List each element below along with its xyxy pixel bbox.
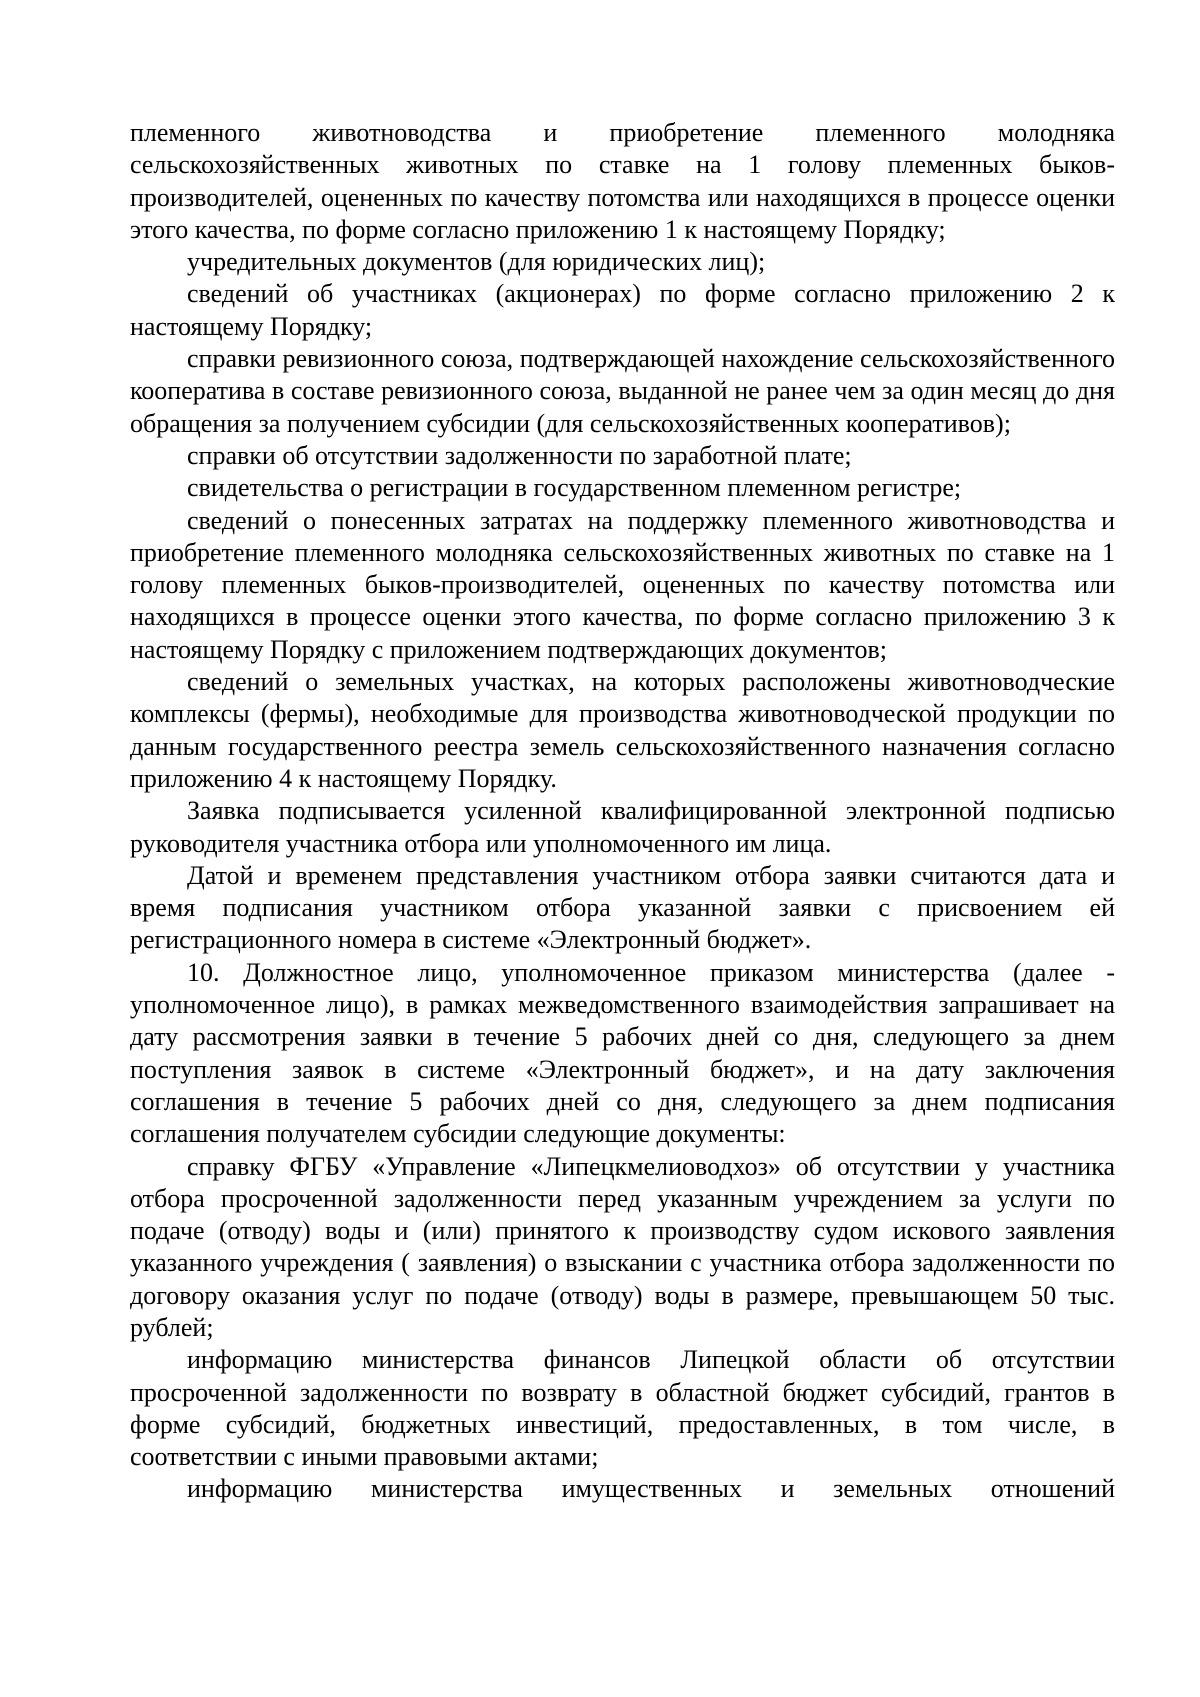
paragraph-finance-ministry-info: информацию министерства финансов Липецкой области об отсутствии просроченной задолженности по возврату в областной бюджет субсидий, грантов в форме субсидий, бюджетных инвестиций, предоставленных, в том числе, в соответствии с иными правовыми актами; (130, 1345, 1115, 1472)
paragraph-application-signature: Заявка подписывается усиленной квалифицированной электронной подписью руководителя участника отбора или уполномоченного им лица. (130, 796, 1115, 858)
paragraph-property-ministry-info: информацию министерства имущественных и земельных отношений (187, 1474, 1115, 1504)
paragraph-breeding-register: свидетельства о регистрации в государственном племенном регистре; (187, 473, 962, 503)
paragraph-continuation: племенного животноводства и приобретение племенного молодняка сельскохозяйственных животных по ставке на 1 голову племенных быков-производителей, оцененных по качеству потомства или находящихся в процессе оценки этого качества, по форме согласно приложению 1 к настоящему Порядку; (130, 118, 1115, 244)
document-page (130, 117, 1115, 1506)
paragraph-no-wage-debt: справки об отсутствии задолженности по заработной плате; (187, 440, 852, 470)
paragraph-fgbu-certificate: справку ФГБУ «Управление «Липецкмелиоводхоз» об отсутствии у участника отбора просроченной задолженности перед указанным учреждением за услуги по подаче (отводу) воды и (или) принятого к производству судом искового заявления указанного учреждения ( заявления) о взыскании с участника отбора задолженности по договору оказания услуг по подаче (отводу) воды в размере, превышающем 50 тыс. рублей; (130, 1151, 1115, 1342)
paragraph-land-plots: сведений о земельных участках, на которых расположены животноводческие комплексы (фермы), необходимые для производства животноводческой продукции по данным государственного реестра земель сельскохозяйственного назначения согласно приложению 4 к настоящему Порядку. (130, 667, 1115, 793)
paragraph-item-10: 10. Должностное лицо, уполномоченное приказом министерства (далее - уполномоченное лицо), в рамках межведомственного взаимодействия запрашивает на дату рассмотрения заявки в течение 5 рабочих дней со дня, следующего за днем поступления заявок в системе «Электронный бюджет», и на дату заключения соглашения в течение 5 рабочих дней со дня, следующего за днем подписания соглашения получателем субсидии следующие документы: (130, 957, 1115, 1149)
paragraph-submission-date: Датой и временем представления участником отбора заявки считаются дата и время подписания участником отбора указанной заявки с присвоением ей регистрационного номера в системе «Электронный бюджет». (130, 860, 1115, 955)
paragraph-founding-documents: учредительных документов (для юридических лиц); (187, 247, 766, 277)
paragraph-costs-info: сведений о понесенных затратах на поддержку племенного животноводства и приобретение племенного молодняка сельскохозяйственных животных по ставке на 1 голову племенных быков-производителей, оцененных по качеству потомства или находящихся в процессе оценки этого качества, по форме согласно приложению 3 к настоящему Порядку с приложением подтверждающих документов; (130, 505, 1115, 664)
paragraph-audit-union-certificate: справки ревизионного союза, подтверждающей нахождение сельскохозяйственного кооператива в составе ревизионного союза, выданной не ранее чем за один месяц до дня обращения за получением субсидии (для сельскохозяйственных кооперативов); (130, 344, 1115, 438)
paragraph-shareholders-info: сведений об участниках (акционерах) по форме согласно приложению 2 к настоящему Порядку; (130, 279, 1115, 341)
